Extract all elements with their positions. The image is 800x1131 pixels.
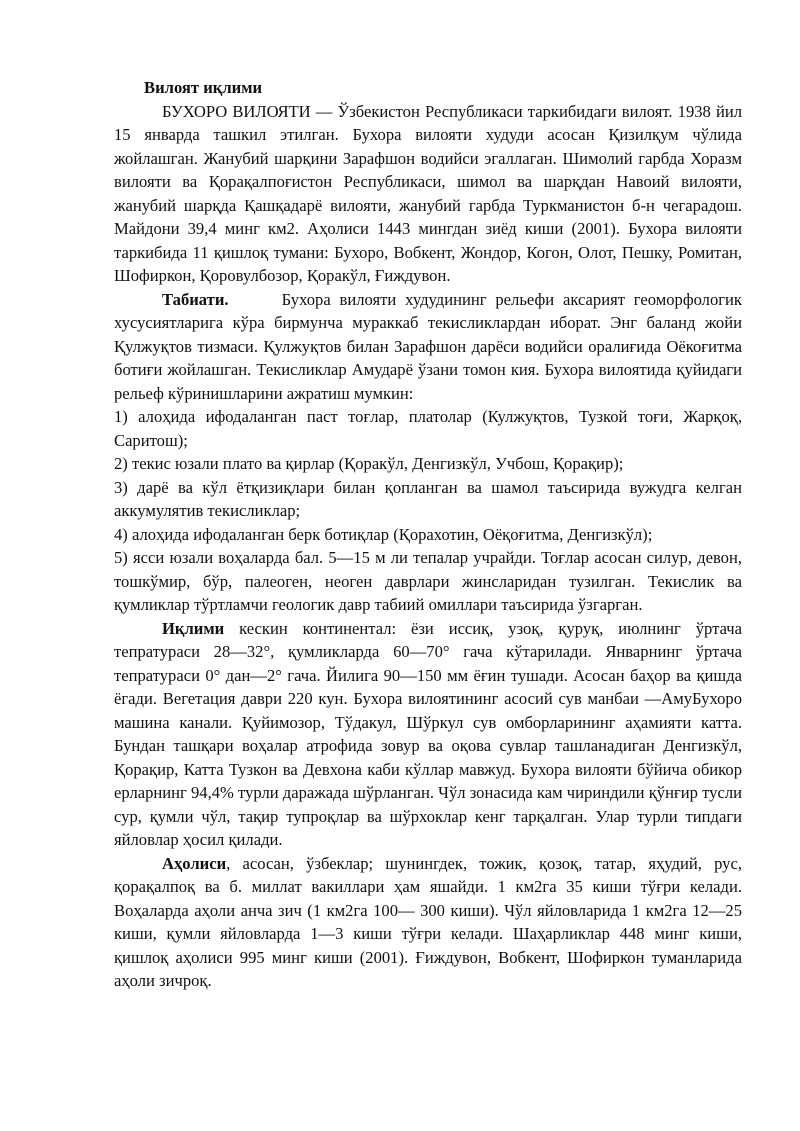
relief-item-2: 2) текис юзали плато ва қирлар (Қоракўл, Денгизкўл, Учбош, Қорақир); [114, 454, 624, 473]
climate-text: кескин континентал: ёзи иссиқ, узоқ, қуруқ, июлнинг ўртача тепратураси 28—32°, қумликларда 60—70° гача кўтарилади. Январнинг ўртача тепратураси 0° дан—2° гача. Йилига 90—150 мм ёғин тушади. Асосан баҳор ва қишда ёгади. Вегетация даври 220 кун. Бухора вилоятининг асосий сув манбаи —АмуБухоро машина канали. Қуйимозор, Тўдакул, Шўркул сув омборларининг аҳамияти катта. Бундан ташқари воҳалар атрофида зовур ва оқова сувлар ташланадиган Денгизкўл, Қорақир, Катта Тузкон ва Девхона каби кўллар мавжуд. Бухора вилояти бўйича обикор ерларнинг 94,4% турли даражада шўрланган. Чўл зонасида кам чириндили қўнғир тусли сур, қумли чўл, тақир тупроқлар ва шўрхоклар кенг тарқалган. Улар турли типдаги яйловлар ҳосил қилади. [114, 618, 742, 849]
nature-heading: Табиати. [162, 289, 229, 309]
relief-item-5: 5) ясси юзали воҳаларда бал. 5—15 м ли тепалар учрайди. Тоғлар асосан силур, девон, тошкўмир, бўр, палеоген, неоген даврлари жинсларидан тузилган. Текислик ва қумликлар тўртламчи геологик давр табиий омиллари таъсирида ўзгарган. [114, 548, 742, 614]
relief-item-1: 1) алоҳида ифодаланган паст тоғлар, платолар (Кулжуқтов, Тузкой тоғи, Жарқоқ, Саритош); [114, 407, 742, 450]
document-title: Вилоят иқлими [144, 78, 263, 97]
population-text: , асосан, ўзбеклар; шунингдек, тожик, қозоқ, татар, яҳудий, рус, қорақалпоқ ва б. миллат вакиллари ҳам яшайди. 1 км2га 35 киши тўғри келади. Воҳаларда аҳоли анча зич (1 км2га 100— 300 киши). Чўл яйловларида 1 км2га 12—25 киши, қумли яйловларда 1—3 киши тўғри келади. Шаҳарликлар 448 минг киши, қишлоқ аҳолиси 995 минг киши (2001). Ғиждувон, Вобкент, Шофиркон туманларида аҳоли зичроқ. [114, 853, 742, 990]
relief-item-3: 3) дарё ва кўл ётқизиқлари билан қопланган ва шамол таъсирида вужудга келган аккумулятив текисликлар; [114, 477, 742, 520]
nature-text: Бухора вилояти худудининг рельефи аксарият геоморфологик хусусиятларига кўра бирмунча мураккаб текисликлардан иборат. Энг баланд жойи Қулжуқтов тизмаси. Қулжуқтов билан Зарафшон дарёси водийси оралиғида Оёкоғитма ботиғи жойлашган. Текисликлар Амударё ўзани томон кия. Бухора вилоятида қуйидаги рельеф кўринишларини ажратиш мумкин: [114, 289, 742, 403]
nature-paragraph [114, 288, 742, 406]
intro-paragraph: БУХОРО ВИЛОЯТИ — Ўзбекистон Республикаси таркибидаги вилоят. 1938 йил 15 январда ташкил этилган. Бухора вилояти худуди асосан Қизилқум чўлида жойлашган. Жанубий шарқини Зарафшон водийси эгаллаган. Шимолий гарбда Хоразм вилояти ва Қорақалпоғистон Республикаси, шимол ва шарқдан Навоий вилояти, жанубий шарқда Қашқадарё вилояти, жанубий гарбда Туркманистон б-н чегарадош. Майдони 39,4 минг км2. Аҳолиси 1443 мингдан зиёд киши (2001). Бухора вилояти таркибида 11 қишлоқ тумани: Бухоро, Вобкент, Жондор, Когон, Олот, Пешку, Ромитан, Шофиркон, Қоровулбозор, Қоракўл, Ғиждувон. [114, 101, 742, 285]
climate-heading: Иқлими [162, 618, 225, 638]
population-paragraph [114, 852, 742, 993]
population-heading: Аҳолиси [162, 853, 227, 873]
climate-paragraph [114, 617, 742, 852]
relief-item-4: 4) алоҳида ифодаланган берк ботиқлар (Қорахотин, Оёқоғитма, Денгизкўл); [114, 524, 653, 544]
document-page [114, 76, 742, 993]
